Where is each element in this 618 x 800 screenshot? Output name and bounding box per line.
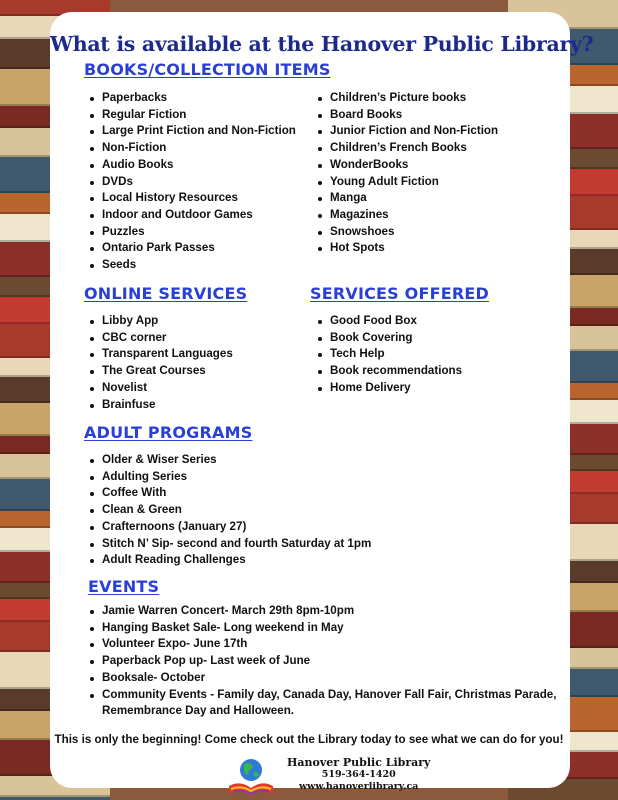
tagline: This is only the beginning! Come check out the Library today to see what we can do for you! [54,733,564,746]
books-item: Local History Resources [88,190,296,207]
books-item: Audio Books [88,157,296,174]
books-item: Young Adult Fiction [316,174,498,191]
event-item: Community Events - Family day, Canada Day, Hanover Fall Fair, Christmas Parade, Remembrance Day and Halloween. [88,687,572,720]
adult-program-item: Adult Reading Challenges [88,552,371,569]
books-item: Junior Fiction and Non-Fiction [316,123,498,140]
library-website[interactable]: www.hanoverlibrary.ca [298,781,419,792]
heading-books-collection: BOOKS/COLLECTION ITEMS [84,60,331,79]
adult-program-item: Adulting Series [88,469,371,486]
books-item: WonderBooks [316,157,498,174]
books-item: Children’s French Books [316,140,498,157]
adult-program-item: Coffee With [88,485,371,502]
services-offered-list [316,313,462,397]
service-offered-item: Tech Help [316,346,462,363]
books-item: Children’s Picture books [316,90,498,107]
heading-events: EVENTS [88,577,160,596]
books-list-right [316,90,498,257]
event-item: Paperback Pop up- Last week of June [88,653,572,670]
page-title: What is available at the Hanover Public Library? [50,32,594,56]
books-item: Hot Spots [316,240,498,257]
adult-program-item: Crafternoons (January 27) [88,519,371,536]
online-service-item: Novelist [88,380,233,397]
event-item: Jamie Warren Concert- March 29th 8pm-10pm [88,603,572,620]
books-item: Seeds [88,257,296,274]
online-services-list [88,313,233,413]
content-card [50,12,594,788]
books-item: Manga [316,190,498,207]
books-item: Paperbacks [88,90,296,107]
service-offered-item: Book recommendations [316,363,462,380]
service-offered-item: Good Food Box [316,313,462,330]
library-footer [225,756,431,798]
adult-program-item: Clean & Green [88,502,371,519]
adult-programs-list [88,452,371,569]
online-service-item: Libby App [88,313,233,330]
heading-services-offered: SERVICES OFFERED [310,284,489,303]
books-item: Indoor and Outdoor Games [88,207,296,224]
books-item: Non-Fiction [88,140,296,157]
books-item: Ontario Park Passes [88,240,296,257]
books-item: Puzzles [88,224,296,241]
library-logo-icon [225,756,277,798]
books-item: DVDs [88,174,296,191]
online-service-item: Brainfuse [88,397,233,414]
adult-program-item: Stitch N’ Sip- second and fourth Saturday at 1pm [88,536,371,553]
books-list-left [88,90,296,274]
online-service-item: Transparent Languages [88,346,233,363]
heading-online-services: ONLINE SERVICES [84,284,248,303]
event-item: Hanging Basket Sale- Long weekend in May [88,620,572,637]
events-list [88,603,572,720]
books-item: Large Print Fiction and Non-Fiction [88,123,296,140]
online-service-item: CBC corner [88,330,233,347]
online-service-item: The Great Courses [88,363,233,380]
adult-program-item: Older & Wiser Series [88,452,371,469]
books-item: Magazines [316,207,498,224]
library-name: Hanover Public Library [287,756,431,769]
books-item: Snowshoes [316,224,498,241]
heading-adult-programs: ADULT PROGRAMS [84,423,253,442]
service-offered-item: Book Covering [316,330,462,347]
books-item: Regular Fiction [88,107,296,124]
books-item: Board Books [316,107,498,124]
event-item: Volunteer Expo- June 17th [88,636,572,653]
footer-text [287,756,430,793]
event-item: Booksale- October [88,670,572,687]
library-phone: 519-364-1420 [321,769,396,780]
service-offered-item: Home Delivery [316,380,462,397]
